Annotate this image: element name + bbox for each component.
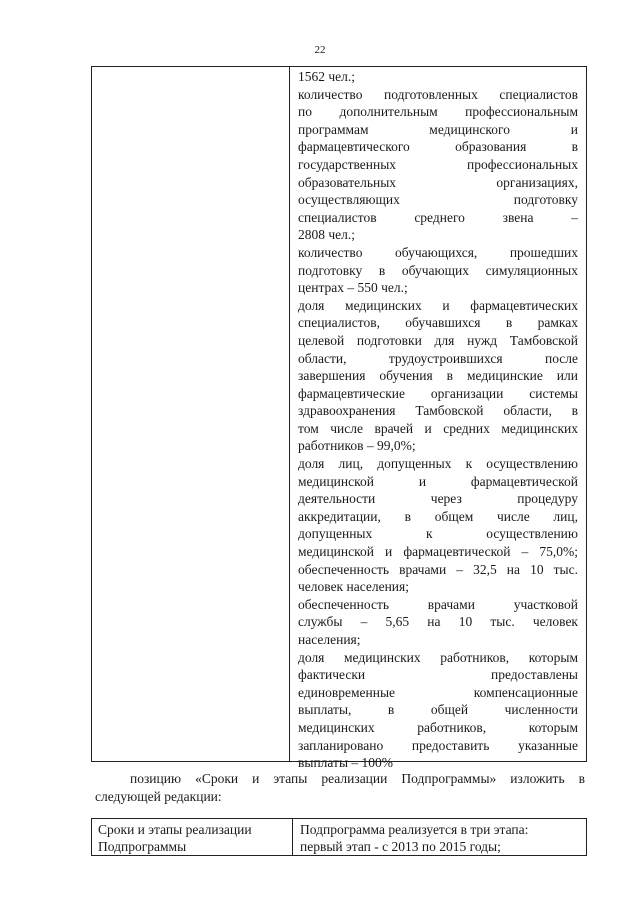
text-line: здравоохранения Тамбовской области, в [298,403,578,419]
text-line: допущенных к осуществлению [298,526,578,542]
text-line: центрах – 550 чел.; [298,280,408,296]
text-line: единовременные компенсационные [298,684,578,700]
text-line: службы – 5,65 на 10 тыс. человек [298,614,578,630]
text-line: доля медицинских и фармацевтических [298,297,578,313]
paragraph-line: позицию «Сроки и этапы реализации Подпрограммы» изложить в [130,771,585,786]
text-line: фактически предоставлены [298,667,578,683]
text-line: обеспеченность врачами участковой [298,596,578,612]
timeline-value-cell [300,821,582,855]
text-line: медицинских работников, которым [298,719,578,735]
text-line: доля лиц, допущенных к осуществлению [298,456,578,472]
text-line: количество подготовленных специалистов [298,86,578,102]
text-line: количество обучающихся, прошедших [298,244,578,260]
text-line: подготовку в обучающих симуляционных [298,262,578,278]
cell-line: первый этап - с 2013 по 2015 годы; [300,839,501,854]
timeline-table [91,818,587,856]
timeline-label-cell [98,821,288,855]
amendment-paragraph [95,770,585,805]
cell-line: Сроки и этапы реализации [98,822,252,837]
column-divider [292,819,293,855]
text-line: деятельности через процедуру [298,491,578,507]
text-line: специалистов, обучавшихся в рамках [298,315,578,331]
text-line: обеспеченность врачами – 32,5 на 10 тыс. [298,561,578,577]
cell-line: Подпрограмма реализуется в три этапа: [300,822,529,837]
text-line: аккредитации, в общем числе лиц, [298,508,578,524]
text-line: фармацевтические организации системы [298,385,578,401]
text-line: медицинской и фармацевтической – 75,0%; [298,544,578,560]
text-line: работников – 99,0%; [298,438,416,454]
text-line: 2808 чел.; [298,227,356,243]
text-line: программам медицинского и [298,121,578,137]
text-line: доля медицинских работников, которым [298,649,578,665]
text-line: завершения обучения в медицинские или [298,368,578,384]
text-line: 1562 чел.; [298,69,356,84]
text-line: человек населения; [298,579,409,595]
text-line: специалистов среднего звена – [298,209,578,225]
text-line: выплаты, в общей численности [298,702,578,718]
paragraph-line: следующей редакции: [95,788,222,804]
text-line: том числе врачей и средних медицинских [298,420,578,436]
text-line: по дополнительным профессиональным [298,104,578,120]
text-line: целевой подготовки для нужд Тамбовской [298,332,578,348]
text-line: государственных профессиональных [298,156,578,172]
text-line: осуществляющих подготовку [298,192,578,208]
text-line: населения; [298,632,361,647]
text-line: области, трудоустроившихся после [298,350,578,366]
text-line: образовательных организациях, [298,174,578,190]
cell-line: Подпрограммы [98,839,187,854]
text-line: медицинской и фармацевтической [298,473,578,489]
page-number: 22 [314,44,326,56]
indicators-text [298,68,578,772]
indicators-table [91,66,587,771]
column-divider [289,67,290,761]
text-line: запланировано предоставить указанные [298,737,578,753]
text-line: выплаты – 100% [298,755,394,771]
text-line: фармацевтического образования в [298,139,578,155]
